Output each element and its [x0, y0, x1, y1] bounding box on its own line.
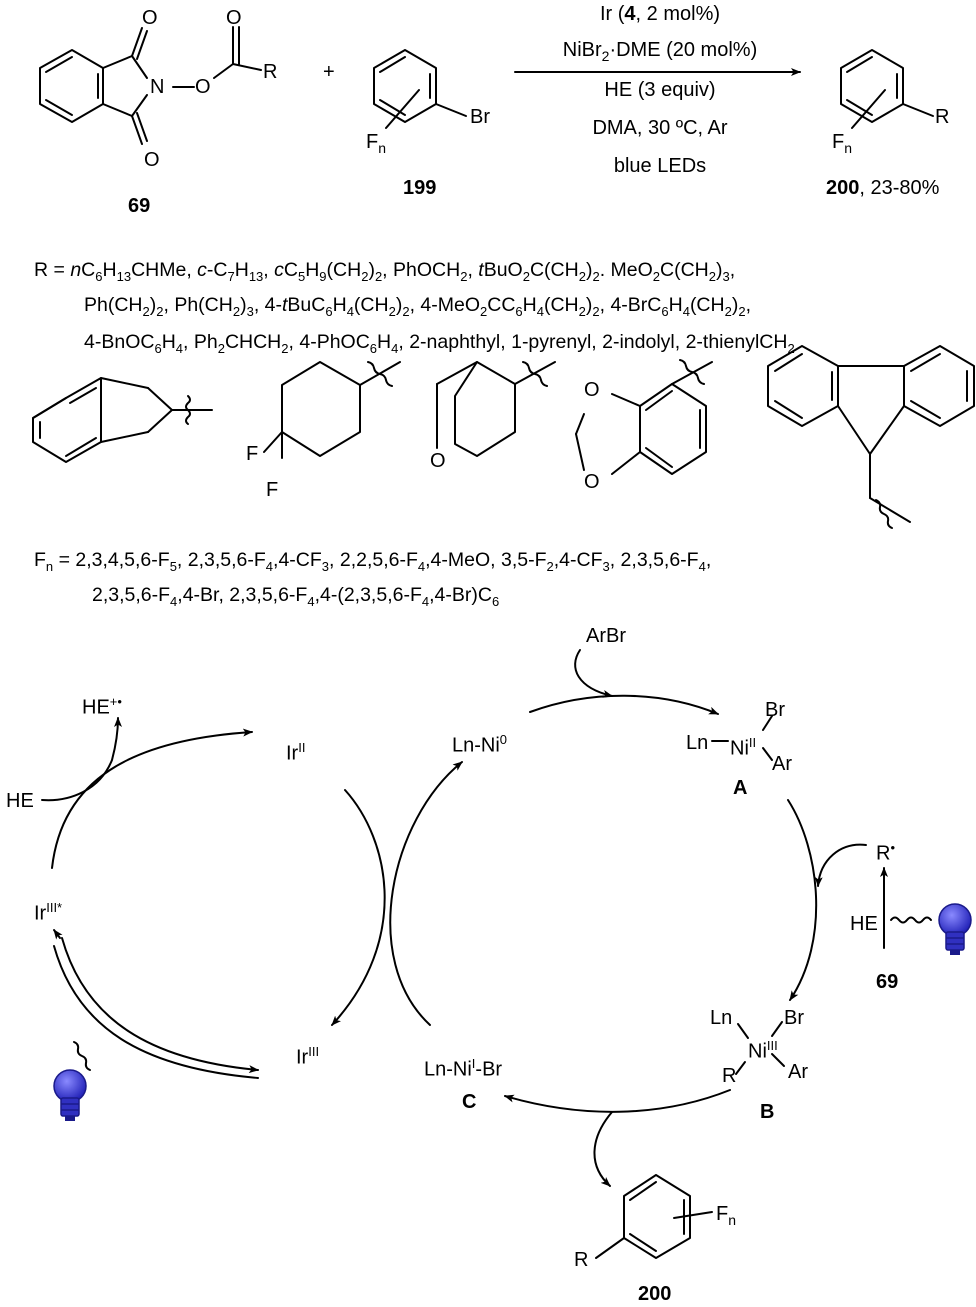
b-ar: Ar — [788, 1061, 808, 1083]
c-label: C — [462, 1091, 477, 1113]
atom-n: N — [150, 76, 165, 98]
r-group-line-1: $R = nC_6H_{13}CHMe$, $c-C_7H_{13}$, $cC_5H_9(CH_2)_2$, PhOCH$_2$, $tBuO_2C(CH_2)_2$. $MeO_2C(CH_2)_3$, — [34, 259, 736, 284]
atom-r: R — [263, 61, 278, 83]
b-label: B — [760, 1101, 775, 1123]
he-radical-cation: HE+• — [82, 694, 122, 719]
product-200-structure — [841, 50, 933, 128]
reagent-label: 69 — [128, 195, 151, 217]
a-ln: Ln — [686, 732, 709, 754]
substrate-label: 199 — [403, 177, 437, 199]
ir-ii: $Ir^{II}$ — [286, 740, 306, 765]
r-radical: R• — [876, 840, 896, 865]
b-ln: Ln — [710, 1007, 733, 1029]
he-ir: HE — [6, 790, 34, 812]
atom-f-2: F — [266, 479, 279, 501]
atom-o-carbonyl: O — [226, 7, 242, 29]
atom-f-1: F — [246, 443, 259, 465]
atom-o-dioxole-1: O — [584, 379, 600, 401]
a-br: Br — [765, 699, 785, 721]
mech-product-r: R — [574, 1249, 589, 1271]
arbr: ArBr — [586, 625, 626, 647]
ir-iii-excited: $Ir^{III*}$ — [34, 900, 63, 925]
mech-product-label: 200 — [638, 1283, 672, 1305]
mech-product-f: $F_n$ — [716, 1203, 737, 1228]
product-atom-f: $F_n$ — [832, 131, 853, 156]
fluorenylmethyl-structure — [768, 346, 974, 528]
r-group-line-2: $Ph(CH_2)_2$, $Ph(CH_2)_3$, $4-tBuC_6H_4(CH_2)_2$, $4-MeO_2CC_6H_4(CH_2)_2$, $4-BrC_6H_4(CH_2)_2$, — [84, 294, 751, 319]
product-label: 200, 23-80% — [826, 177, 940, 199]
indanyl-structure — [33, 378, 212, 462]
atom-o-bottom: O — [144, 149, 160, 171]
bulb-icon — [939, 904, 971, 955]
fn-line-1: $F_n = 2,3,4,5,6-F_5$, $2,3,5,6-F_4,4-CF_3$, $2,2,5,6-F_4,4$-MeO, $3,5-F_2,4-CF_3$, $2,3,5,6-F_4$, — [34, 549, 712, 574]
reagent-69-mech: 69 — [876, 971, 899, 993]
condition-catalyst: Ir (4, 2 mol%) — [599, 3, 721, 25]
difluorocyclohexyl-structure — [264, 362, 400, 458]
condition-nickel: NiBr$_2$·DME (20 mol%) — [562, 39, 758, 64]
plus-sign: + — [323, 61, 335, 83]
he-ni: HE — [850, 913, 878, 935]
ni-0: Ln-Ni$^0$ — [452, 732, 508, 757]
a-label: A — [733, 777, 748, 799]
a-ni: $Ni^{II}$ — [730, 735, 757, 760]
fn-line-2: $2,3,5,6-F_4,4-Br$, $2,3,5,6-F_4,4-(2,3,5,6-F_4,4-Br)C_6$ — [92, 584, 500, 609]
atom-f: $F_n$ — [366, 131, 387, 156]
atom-o-thp: O — [430, 450, 446, 472]
product-atom-r: R — [935, 106, 950, 128]
a-ar: Ar — [772, 753, 792, 775]
atom-o-top: O — [142, 7, 158, 29]
condition-he: HE (3 equiv) — [604, 79, 716, 101]
substrate-199-structure — [374, 50, 466, 128]
atom-br: Br — [470, 106, 490, 128]
b-r: R — [722, 1065, 737, 1087]
r-group-line-3: $4-BnOC_6H_4$, $Ph_2CHCH_2$, $4-PhOC_6H_4$, 2-naphthyl, 1-pyrenyl, 2-indolyl, 2-thienylCH$_2$ — [84, 331, 795, 356]
atom-o-dioxole-2: O — [584, 471, 600, 493]
b-br: Br — [784, 1007, 804, 1029]
condition-light: blue LEDs — [613, 155, 707, 177]
condition-solvent: DMA, 30 ºC, Ar — [592, 117, 728, 139]
ir-iii: $Ir^{III}$ — [296, 1044, 320, 1069]
b-ni: $Ni^{III}$ — [748, 1038, 778, 1063]
ir-cycle-arrows — [42, 718, 385, 1078]
ni-i: $Ln-Ni^I-Br$ — [424, 1056, 503, 1081]
mechanism-product-structure — [596, 1175, 712, 1258]
atom-o-ester: O — [195, 76, 211, 98]
tetrahydropyranyl-structure — [437, 362, 555, 456]
bulb-icon-left — [54, 1070, 86, 1121]
